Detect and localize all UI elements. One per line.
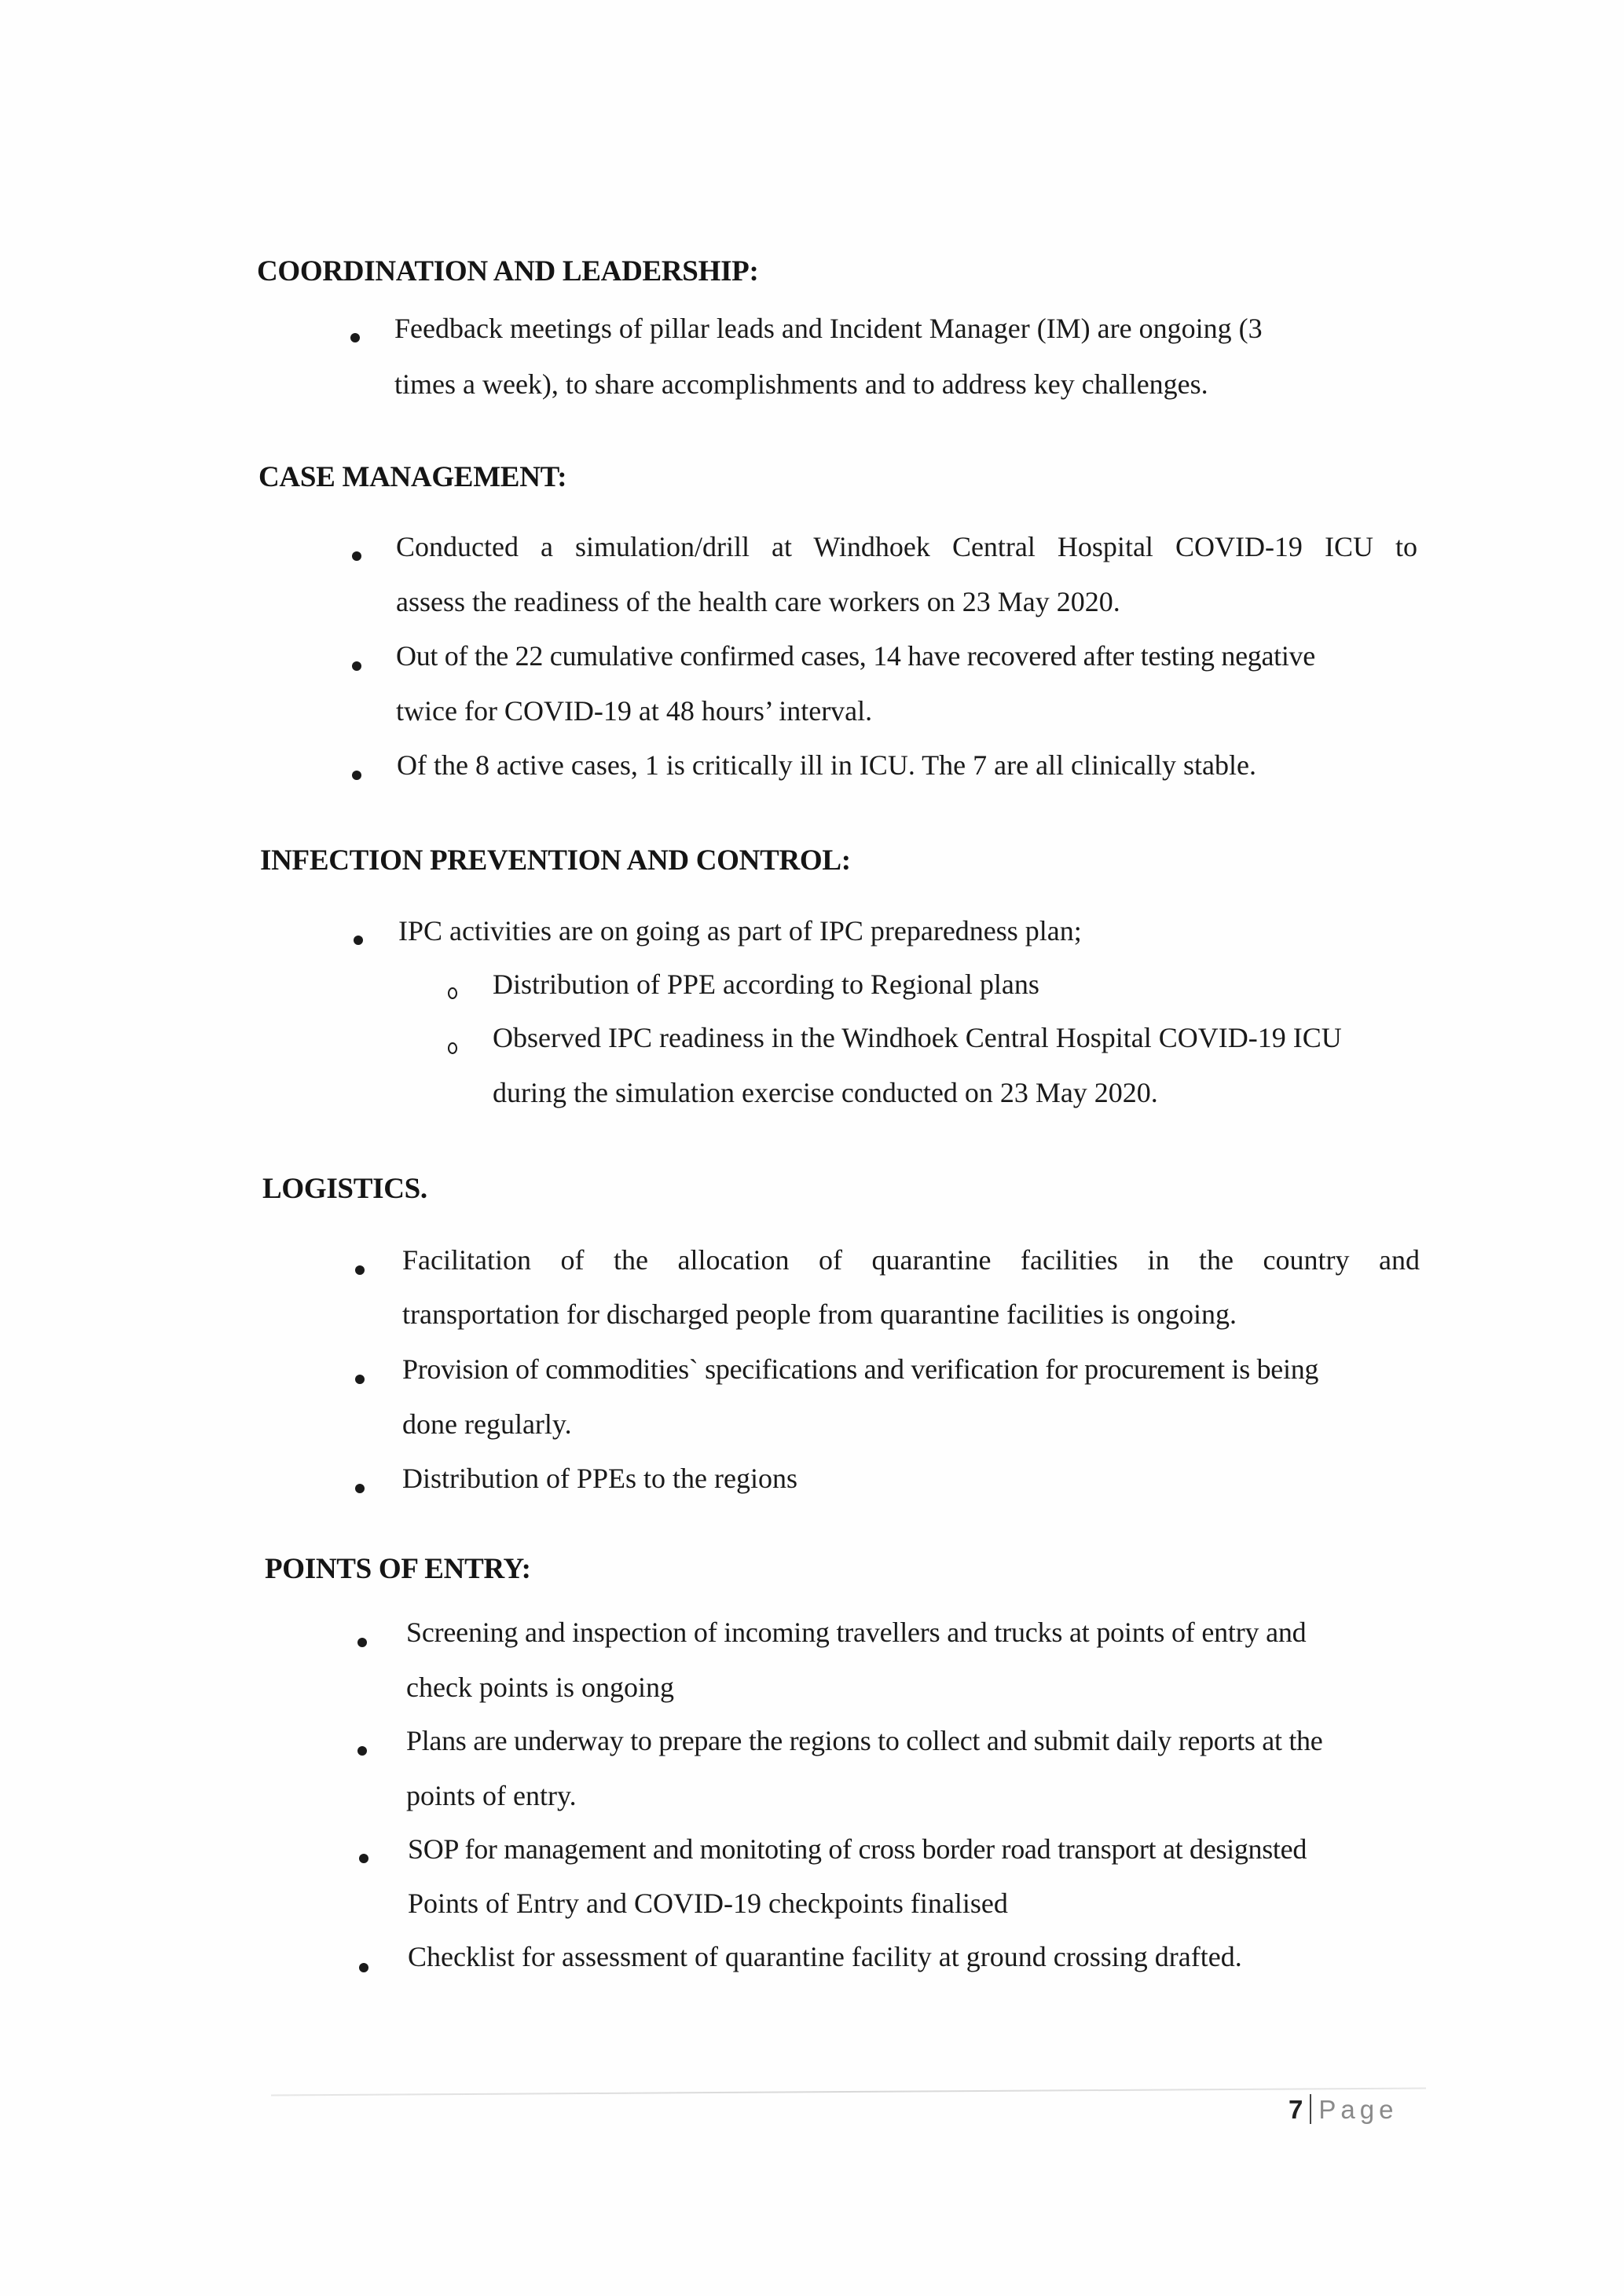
- bullet-icon: [359, 1854, 368, 1863]
- bullet-icon: [355, 1375, 365, 1384]
- list-item-line: check points is ongoing: [406, 1672, 674, 1703]
- list-item-line: IPC activities are on going as part of IPC preparedness plan;: [398, 915, 1082, 947]
- bullet-icon: [355, 1484, 365, 1493]
- bullet-icon: [352, 661, 361, 671]
- list-item-line: SOP for management and monitoting of cross border road transport at designsted: [408, 1833, 1307, 1865]
- sub-list-item-line: Observed IPC readiness in the Windhoek Central Hospital COVID-19 ICU: [493, 1022, 1342, 1053]
- sub-list-item-line: during the simulation exercise conducted on 23 May 2020.: [493, 1077, 1158, 1108]
- list-item-line: Checklist for assessment of quarantine facility at ground crossing drafted.: [408, 1941, 1242, 1972]
- bullet-icon: [350, 333, 360, 342]
- bullet-icon: [354, 936, 363, 945]
- bullet-icon: [357, 1638, 367, 1647]
- bullet-icon: [355, 1265, 365, 1275]
- list-item-line: assess the readiness of the health care workers on 23 May 2020.: [396, 586, 1120, 617]
- sub-bullet-icon: [448, 987, 457, 999]
- footer-divider: [271, 2088, 1426, 2096]
- list-item-line: Of the 8 active cases, 1 is critically ill in ICU. The 7 are all clinically stable.: [397, 749, 1256, 781]
- list-item-line: Plans are underway to prepare the regions to collect and submit daily reports at the: [406, 1725, 1323, 1756]
- section-heading: POINTS OF ENTRY:: [265, 1553, 531, 1585]
- list-item-line: Out of the 22 cumulative confirmed cases, 14 have recovered after testing negative: [396, 640, 1315, 672]
- bullet-icon: [352, 771, 361, 780]
- section-heading: COORDINATION AND LEADERSHIP:: [257, 255, 759, 287]
- page-number: 7: [1289, 2095, 1303, 2124]
- bullet-icon: [352, 551, 361, 561]
- list-item-line: Points of Entry and COVID-19 checkpoints finalised: [408, 1888, 1008, 1919]
- list-item-line: Facilitation of the allocation of quarantine facilities in the country and: [402, 1244, 1420, 1276]
- list-item-line: Provision of commodities` specifications and verification for procurement is being: [402, 1353, 1319, 1385]
- list-item-line: twice for COVID-19 at 48 hours’ interval.: [396, 695, 873, 727]
- bullet-icon: [359, 1963, 368, 1972]
- sub-list-item-line: Distribution of PPE according to Regional plans: [493, 969, 1039, 1000]
- list-item-line: points of entry.: [406, 1780, 577, 1811]
- list-item-line: transportation for discharged people from quarantine facilities is ongoing.: [402, 1298, 1237, 1330]
- section-heading: INFECTION PREVENTION AND CONTROL:: [260, 844, 851, 877]
- list-item-line: Feedback meetings of pillar leads and Incident Manager (IM) are ongoing (3: [394, 313, 1263, 344]
- list-item-line: done regularly.: [402, 1408, 572, 1440]
- list-item-line: Screening and inspection of incoming travellers and trucks at points of entry and: [406, 1617, 1307, 1648]
- section-heading: LOGISTICS.: [262, 1173, 427, 1205]
- page-footer: [1289, 2094, 1398, 2125]
- list-item-line: Conducted a simulation/drill at Windhoek Central Hospital COVID-19 ICU to: [396, 531, 1417, 562]
- page-separator: [1310, 2094, 1311, 2124]
- list-item-line: Distribution of PPEs to the regions: [402, 1463, 797, 1494]
- sub-bullet-icon: [448, 1042, 457, 1054]
- list-item-line: times a week), to share accomplishments and to address key challenges.: [394, 368, 1208, 400]
- page-label: Page: [1318, 2095, 1399, 2124]
- bullet-icon: [357, 1746, 367, 1756]
- section-heading: CASE MANAGEMENT:: [258, 461, 567, 493]
